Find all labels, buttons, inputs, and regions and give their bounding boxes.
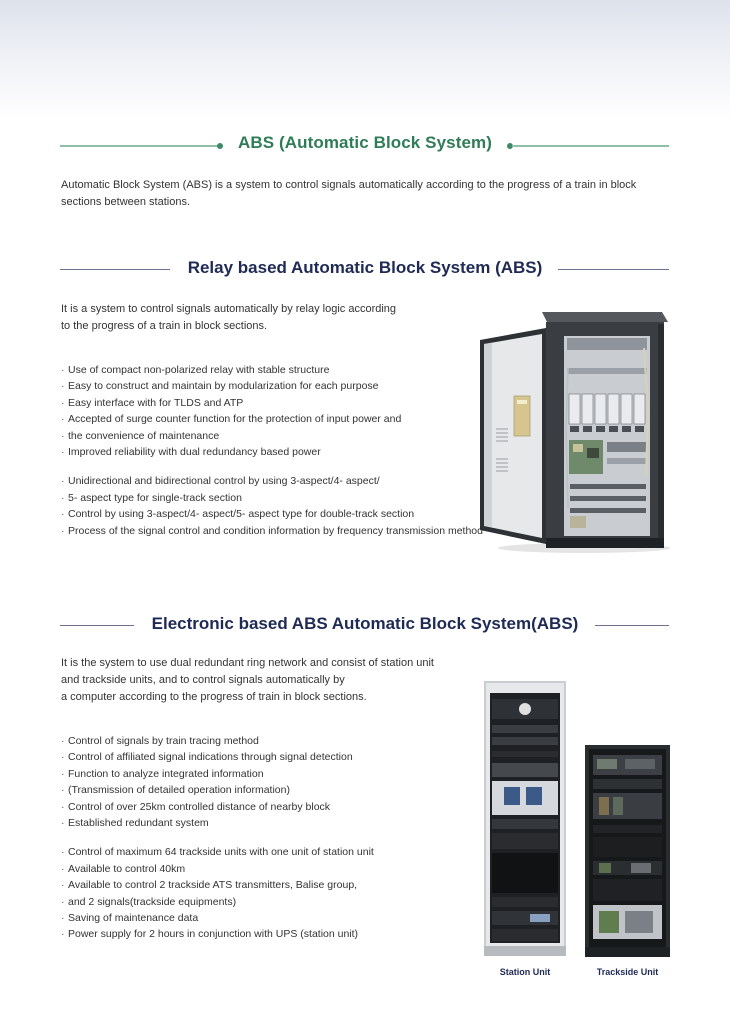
list-item: · Easy interface with for TLDS and ATP [61, 395, 483, 411]
relay-section-title: Relay based Automatic Block System (ABS) [187, 258, 543, 277]
list-item: · Available to control 2 trackside ATS transmitters, Balise group, [61, 877, 374, 893]
list-item: · Saving of maintenance data [61, 910, 374, 926]
list-item: · Power supply for 2 hours in conjunction with UPS (station unit) [61, 926, 374, 942]
abs-intro [61, 177, 636, 211]
station-unit-image [484, 681, 566, 956]
electronic-section-title: Electronic based ABS Automatic Block System(ABS) [151, 614, 579, 633]
electronic-intro [61, 655, 434, 706]
station-unit-caption: Station Unit [499, 967, 551, 977]
list-item-continuation: · 5- aspect type for single-track section [61, 490, 483, 506]
electronic-intro-line: and trackside units, and to control signals automatically by [61, 674, 345, 686]
electronic-intro-line: It is the system to use dual redundant ring network and consist of station unit [61, 657, 434, 669]
list-item: · Available to control 40km [61, 861, 374, 877]
list-item: · Improved reliability with dual redundancy based power [61, 444, 483, 460]
list-item-continuation: · the convenience of maintenance [61, 428, 483, 444]
list-item-continuation: · (Transmission of detailed operation information) [61, 782, 374, 798]
relay-cabinet-image [474, 308, 670, 553]
abs-intro-line: Automatic Block System (ABS) is a system to control signals automatically according to the progress of a train in block [61, 179, 637, 191]
list-item: · Control of over 25km controlled distance of nearby block [61, 799, 374, 815]
list-item: · Control by using 3-aspect/4- aspect/5- aspect type for double-track section [61, 506, 483, 522]
relay-intro [61, 301, 396, 335]
list-item: · Process of the signal control and condition information by frequency transmission method [61, 523, 483, 539]
list-item: · Unidirectional and bidirectional control by using 3-aspect/4- aspect/ [61, 473, 483, 489]
header-gradient-band [0, 0, 730, 120]
electronic-feature-list [61, 733, 374, 943]
abs-section-title: ABS (Automatic Block System) [237, 133, 493, 152]
list-item: · Control of maximum 64 trackside units with one unit of station unit [61, 844, 374, 860]
trackside-unit-caption: Trackside Unit [596, 967, 659, 977]
list-item: · Control of affiliated signal indications through signal detection [61, 749, 374, 765]
list-item: · Easy to construct and maintain by modularization for each purpose [61, 378, 483, 394]
list-item-continuation: · and 2 signals(trackside equipments) [61, 894, 374, 910]
relay-feature-list [61, 362, 483, 539]
list-item: · Established redundant system [61, 815, 374, 831]
list-item: · Accepted of surge counter function for the protection of input power and [61, 411, 483, 427]
list-item: · Function to analyze integrated information [61, 766, 374, 782]
abs-intro-line: sections between stations. [61, 196, 191, 208]
list-item: · Use of compact non-polarized relay with stable structure [61, 362, 483, 378]
electronic-intro-line: a computer according to the progress of train in block sections. [61, 691, 367, 703]
relay-intro-line: It is a system to control signals automatically by relay logic according [61, 303, 397, 315]
trackside-unit-image [585, 745, 670, 957]
list-item: · Control of signals by train tracing method [61, 733, 374, 749]
relay-intro-line: to the progress of a train in block sections. [61, 320, 268, 332]
